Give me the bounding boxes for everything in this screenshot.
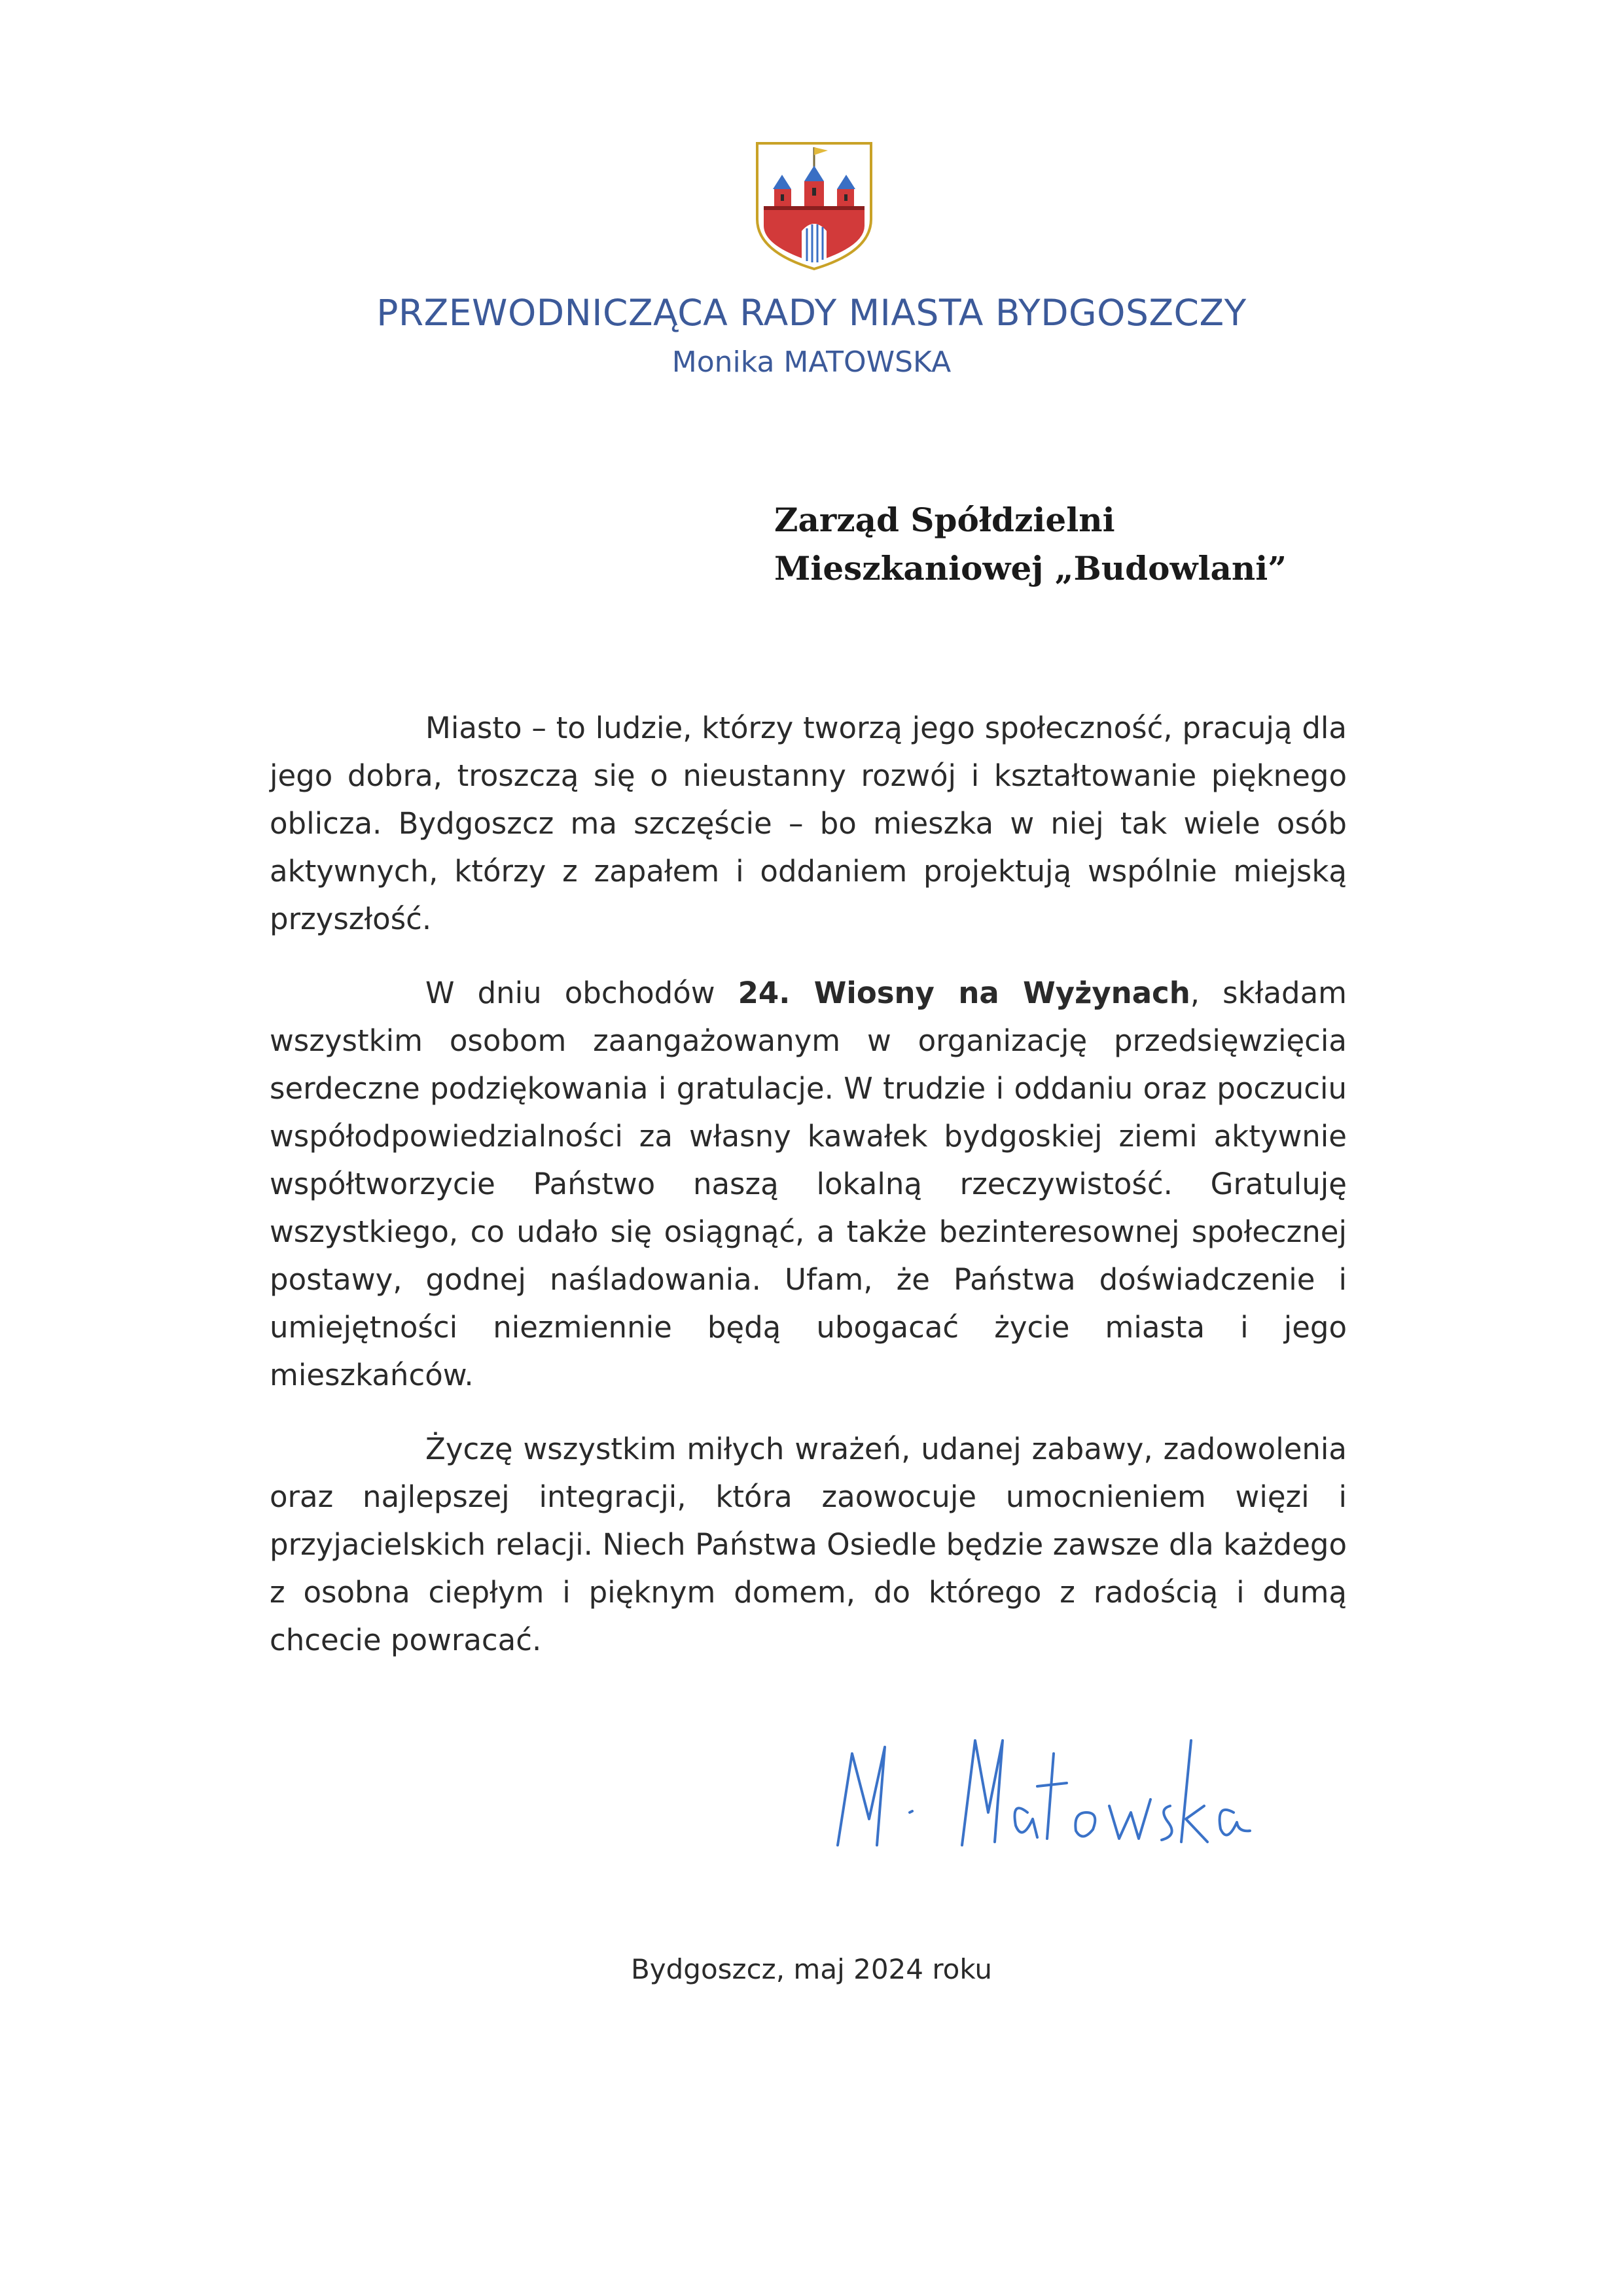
place-and-date: Bydgoszcz, maj 2024 roku [630,1953,993,1985]
recipient-block [774,496,1287,593]
paragraph-3: Życzę wszystkim miłych wrażeń, udanej zabawy, zadowolenia oraz najlepszej integracji, która zaowocuje umocnieniem więzi i przyjacielskich relacji. Niech Państwa Osiedle będzie zawsze dla każdego z osobna ciepłym i pięknym domem, do którego z radością i dumą chcecie powracać. [270,1432,1347,1657]
paragraph-2-intro: W dniu obchodów [425,976,738,1010]
bydgoszcz-coat-of-arms-icon [755,141,874,272]
letter-body [270,704,1347,1690]
letterhead-title: PRZEWODNICZĄCA RADY MIASTA BYDGOSZCZY [376,292,1247,334]
event-name: 24. Wiosny na Wyżynach [738,976,1190,1010]
paragraph-2-rest: , składam wszystkim osobom zaangażowanym w organizację przedsięwzięcia serdeczne podziękowania i gratulacje. W trudzie i oddaniu oraz poczuciu współodpowiedzialności za własny kawałek bydgoskiej ziemi aktywnie współtworzycie Państwo naszą lokalną rzeczywistość. Gratuluję wszystkiego, co udało się osiągnąć, a także bezinteresownej społecznej postawy, godnej naśladowania. Ufam, że Państwa doświadczenie i umiejętności niezmiennie będą ubogacać życie miasta i jego mieszkańców. [270,976,1347,1392]
paragraph-1: Miasto – to ludzie, którzy tworzą jego społeczność, pracują dla jego dobra, troszczą się o nieustanny rozwój i kształtowanie pięknego oblicza. Bydgoszcz ma szczęście – bo mieszka w niej tak wiele osób aktywnych, którzy z zapałem i oddaniem projektują wspólnie miejską przyszłość. [270,711,1347,936]
paragraph-2 [270,969,1347,1399]
recipient-line-2: Mieszkaniowej „Budowlani” [774,549,1287,588]
handwritten-signature [812,1714,1257,1865]
recipient-line-1: Zarząd Spółdzielni [774,501,1115,539]
letterhead-name: Monika MATOWSKA [671,345,952,379]
